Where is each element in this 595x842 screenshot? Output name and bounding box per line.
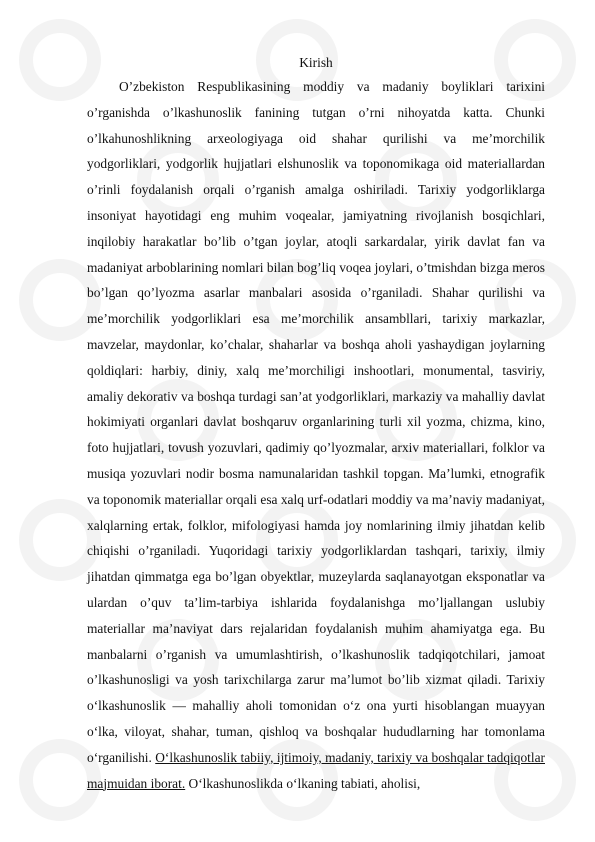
paragraph-tail-text: Tarixiy o‘lkashunoslik — mahalliy aholi tomonidan o‘z ona yurti hisoblangan muayyan o‘lka, viloyat, shahar, tuman, qishloq va boshqalar hududlarning har tomonlama o‘rganilishi. xyxy=(87,672,545,765)
inline-link[interactable]: O‘lkashunoslik tabiiy, ijtimoiy, madaniy, tarixiy va boshqalar tadqiqotlar majmuidan iborat. xyxy=(87,749,545,791)
document-body xyxy=(87,52,545,796)
main-paragraph xyxy=(87,74,545,796)
paragraph-continuation-text: O‘lkashunoslikda o‘lkaning tabiati, aholisi, xyxy=(185,775,421,791)
paragraph-main-text: O’zbekiston Respublikasining moddiy va madaniy boyliklari tarixini o’rganishda o’lkashunoslik fanining tutgan o’rni nihoyatda katta. Chunki o’lkahunoshlikning arxeologiyaga oid shahar qurilishi va me’morchilik yodgorliklari, yodgorlik hujjatlari elshunoslik va toponomikaga oid materiallardan o’rinli foydalanish orqali o’rganish amalga oshiriladi. Tarixiy yodgorliklarga insoniyat hayotidagi eng muhim voqealar, jamiyatning rivojlanish bosqichlari, inqilobiy harakatlar bo’lib o’tgan joylar, atoqli sarkardalar, yirik davlat fan va madaniyat arboblarining nomlari bilan bog’liq voqea joylari, o’tmishdan bizga meros bo’lgan qo’lyozma asarlar manbalari asosida o’rganiladi. Shahar qurilishi va me’morchilik yodgorliklari esa me’morchilik ansambllari, tarixiy markazlar, mavzelar, maydonlar, ko’chalar, shaharlar va boshqa aholi yashaydigan joylarning qoldiqlari: harbiy, diniy, xalq me’morchiligi inshootlari, monumental, tasviriy, amaliy dekorativ va boshqa turdagi san’at yodgorliklari, markaziy va mahalliy davlat hokimiyati organlari davlat boshqaruv organlarining turli xil yozma, chizma, kino, foto hujjatlari, tovush yozuvlari, qadimiy qo’lyozmalar, arxiv materiallari, folklor va musiqa yozuvlari nodir bosma namunalaridan tashkil topgan. Ma’lumki, etnografik va toponomik materiallar orqali esa xalq urf-odatlari moddiy va ma’naviy madaniyat, xalqlarning ertak, folklor, mifologiyasi hamda joy nomlarining ilmiy jihatdan kelib chiqishi o’rganiladi. Yuqoridagi tarixiy yodgorliklardan tashqari, tarixiy, ilmiy jihatdan qimmatga ega bo’lgan obyektlar, muzeylarda saqlanayotgan eksponatlar va ulardan o’quv ta’lim-tarbiya ishlarida foydalanishga mo’ljallangan uslubiy materiallar ma’naviyat dars rejalaridan foydalanish muhim ahamiyatga ega. Bu manbalarni o’rganish va umumlashtirish, o’lkashunoslik tadqiqotchilari, jamoat o’lkashunosligi va yosh tarixchilarga zarur ma’lumot bo’lib xizmat qiladi. xyxy=(87,79,545,688)
page-heading: Kirish xyxy=(299,55,333,70)
